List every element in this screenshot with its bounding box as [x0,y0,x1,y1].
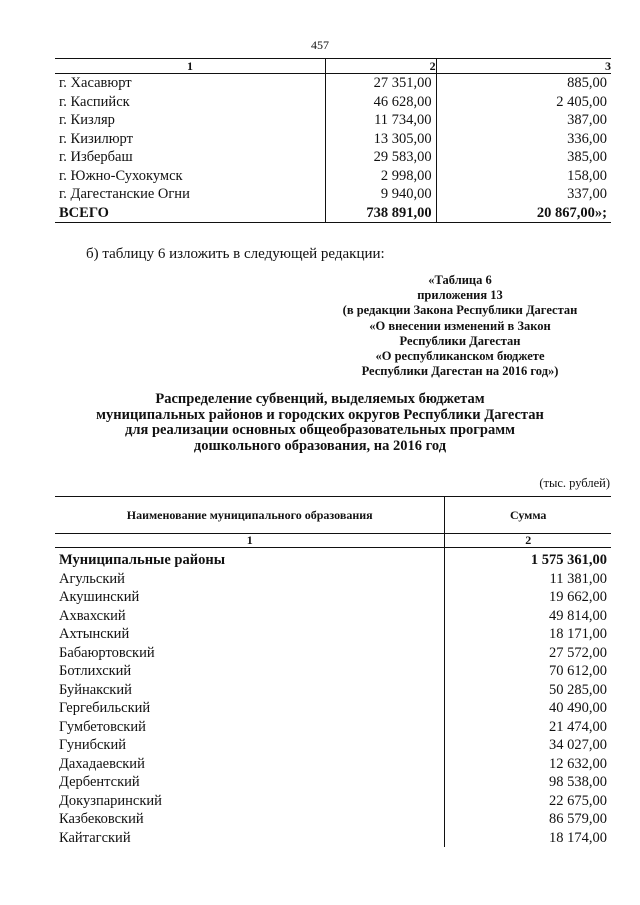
municipality-name: г. Кизилюрт [59,130,133,147]
value-col2: 9 940,00 [326,185,437,204]
district-value: 21 474,00 [445,718,611,737]
district-value: 18 171,00 [445,625,611,644]
district-name: Агульский [59,570,125,587]
units-note: (тыс. рублей) [539,476,610,490]
header-name: Наименование муниципального образования [55,497,445,534]
caption-line: приложения 13 [417,288,503,303]
district-name: Гергебильский [59,700,151,716]
district-value: 70 612,00 [445,662,611,681]
group-value: 1 575 361,00 [445,548,611,570]
table-row [55,74,611,93]
total-row [55,204,611,223]
table-row [55,810,611,829]
caption-line: «Таблица 6 [428,273,492,287]
table-row [55,588,611,607]
district-name: Буйнакский [59,681,132,698]
column-number: 2 [326,59,437,74]
municipality-name: г. Каспийск [59,93,130,110]
district-value: 98 538,00 [445,773,611,792]
value-col2: 2 998,00 [326,167,437,186]
title-line: дошкольного образования, на 2016 год [193,437,447,454]
header-sum: Сумма [445,497,611,534]
caption-line: «О республиканском бюджете [375,349,545,364]
district-value: 34 027,00 [445,736,611,755]
amendment-paragraph: б) таблицу 6 изложить в следующей редакции: [86,246,385,262]
value-col2: 13 305,00 [326,130,437,149]
district-name: Бабаюртовский [59,644,155,661]
value-col3: 336,00 [436,130,611,149]
column-number-row [55,59,611,74]
district-name: Кайтагский [59,829,131,846]
table-title [0,392,640,454]
district-name: Казбековский [59,811,144,827]
district-name: Акушинский [59,589,140,605]
district-value: 40 490,00 [445,699,611,718]
district-value: 18 174,00 [445,829,611,848]
municipality-name: г. Хасавюрт [59,75,132,91]
column-number: 1 [55,59,326,74]
table-row [55,148,611,167]
value-col2: 27 351,00 [326,74,437,93]
caption-line: «О внесении изменений в Закон [369,318,551,333]
table-row [55,662,611,681]
column-number: 2 [445,534,611,548]
value-col3: 337,00 [436,185,611,204]
district-name: Докузпаринский [59,792,162,809]
municipality-name: г. Кизляр [59,112,115,128]
district-value: 11 381,00 [445,570,611,589]
title-line: для реализации основных общеобразовательных программ [125,422,515,438]
table-row [55,773,611,792]
table-row [55,644,611,663]
value-col3: 158,00 [436,167,611,186]
header-row [55,497,611,534]
caption-line: Республики Дагестан на 2016 год») [361,364,559,379]
value-col2: 29 583,00 [326,148,437,167]
district-name: Ахтынский [59,626,130,642]
district-value: 49 814,00 [445,607,611,626]
district-name: Дахадаевский [59,755,145,772]
district-value: 27 572,00 [445,644,611,663]
district-name: Ахвахский [59,607,126,624]
group-name: Муниципальные районы [59,552,226,568]
table-row [55,570,611,589]
column-number: 1 [55,534,445,548]
table-row [55,699,611,718]
district-name: Гунибский [59,737,126,753]
value-col3: 2 405,00 [436,93,611,112]
table-row [55,829,611,848]
title-line: Распределение субвенций, выделяемых бюджетам [155,391,485,407]
municipality-name: г. Дагестанские Огни [59,186,190,202]
table-caption [300,273,620,379]
municipality-name: г. Избербаш [59,149,133,165]
caption-line: (в редакции Закона Республики Дагестан [342,303,578,318]
district-name: Дербентский [59,774,140,790]
municipality-name: г. Южно-Сухокумск [59,167,183,184]
table-row [55,625,611,644]
caption-line: Республики Дагестан [399,333,521,348]
table-row [55,792,611,811]
value-col3: 20 867,00»; [436,204,611,223]
district-value: 86 579,00 [445,810,611,829]
value-col2: 738 891,00 [326,204,437,223]
district-value: 22 675,00 [445,792,611,811]
table-row [55,167,611,186]
district-name: Гумбетовский [59,718,146,735]
page-number: 457 [311,38,329,52]
table-row [55,93,611,112]
district-value: 19 662,00 [445,588,611,607]
group-row [55,548,611,570]
title-line: муниципальных районов и городских округов Республики Дагестан [96,406,544,423]
table-row [55,736,611,755]
table-row [55,130,611,149]
distribution-table [55,496,611,847]
table-row [55,755,611,774]
value-col3: 387,00 [436,111,611,130]
value-col2: 11 734,00 [326,111,437,130]
table-row [55,718,611,737]
table-row [55,185,611,204]
subventions-table-continued [55,58,611,223]
column-number: 3 [436,59,611,74]
value-col2: 46 628,00 [326,93,437,112]
district-name: Ботлихский [59,663,132,679]
value-col3: 885,00 [436,74,611,93]
value-col3: 385,00 [436,148,611,167]
column-number-row [55,534,611,548]
municipality-name: ВСЕГО [55,204,326,223]
table-row [55,607,611,626]
table-row [55,111,611,130]
district-value: 12 632,00 [445,755,611,774]
district-value: 50 285,00 [445,681,611,700]
table-row [55,681,611,700]
